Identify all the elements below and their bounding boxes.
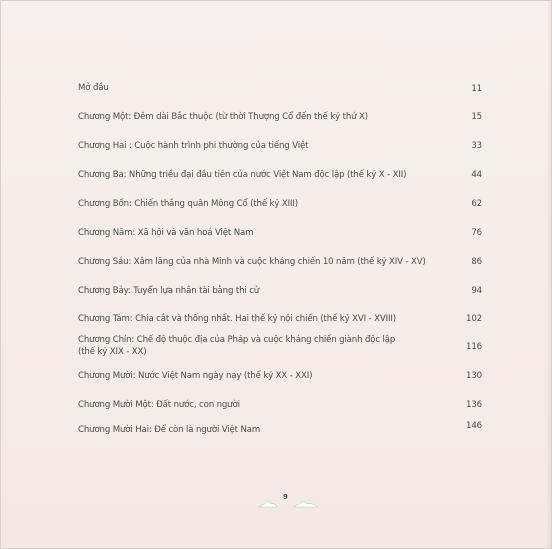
toc-entry-title: Chương Mười Hai: Để còn là người Việt Nam <box>78 425 261 435</box>
toc-entry-title: Chương Hai : Cuộc hành trình phi thường của tiếng Việt <box>78 141 309 151</box>
page-footer <box>1 491 552 507</box>
toc-entry-title: Chương Mười: Nước Việt Nam ngày nay (thế kỷ XX - XXI) <box>78 371 313 381</box>
toc-entry-title: Chương Tám: Chia cắt và thống nhất. Hai thế kỷ nội chiến (thế kỷ XVI - XVIII) <box>78 314 396 324</box>
toc-entry-page: 116 <box>466 342 482 352</box>
toc-entry-page: 86 <box>471 257 482 267</box>
toc-entry-page: 76 <box>471 228 482 238</box>
toc-entry-page: 33 <box>471 141 482 151</box>
toc-entry-title: Mở đầu <box>78 83 109 93</box>
toc-entry-title: Chương Bốn: Chiến thắng quân Mông Cổ (thế kỷ XIII) <box>78 199 298 209</box>
page-number: 9 <box>283 493 288 501</box>
toc-entry-title: Chương Ba: Những triều đại đầu tiên của nước Việt Nam độc lập (thế kỷ X - XII) <box>78 170 407 180</box>
toc-entry-page: 11 <box>471 84 482 94</box>
toc-entry-page: 44 <box>471 170 482 180</box>
toc-entry-page: 94 <box>471 286 482 296</box>
toc-entry-page: 102 <box>466 314 482 324</box>
toc-entry-title: Chương Bảy: Tuyển lựa nhân tài bằng thi cử <box>78 286 260 296</box>
toc-entry-title: Chương Chín: Chế độ thuộc địa của Pháp và cuộc kháng chiến giành độc lập (thế kỷ XIX - XX) <box>78 335 396 357</box>
toc-entry-page: 136 <box>466 400 482 410</box>
toc-entry-page: 146 <box>466 421 482 431</box>
toc-entry-page: 130 <box>466 371 482 381</box>
toc-entry-page: 15 <box>471 112 482 122</box>
toc-entry-chapter-9 <box>78 335 482 359</box>
toc-entry-page: 62 <box>471 199 482 209</box>
cloud-ornament-icon <box>292 494 318 513</box>
toc-entry-title: Chương Năm: Xã hội và văn hoá Việt Nam <box>78 228 254 238</box>
toc-entry-title: Chương Mười Một: Đất nước, con người <box>78 400 240 410</box>
cloud-ornament-icon <box>257 494 279 513</box>
toc-entry-title: Chương Một: Đêm dài Bắc thuộc (từ thời Thượng Cổ đến thế kỷ thứ X) <box>78 112 368 122</box>
toc-entry-title: Chương Sáu: Xâm lăng của nhà Minh và cuộc kháng chiến 10 năm (thế kỷ XIV - XV) <box>78 257 426 267</box>
